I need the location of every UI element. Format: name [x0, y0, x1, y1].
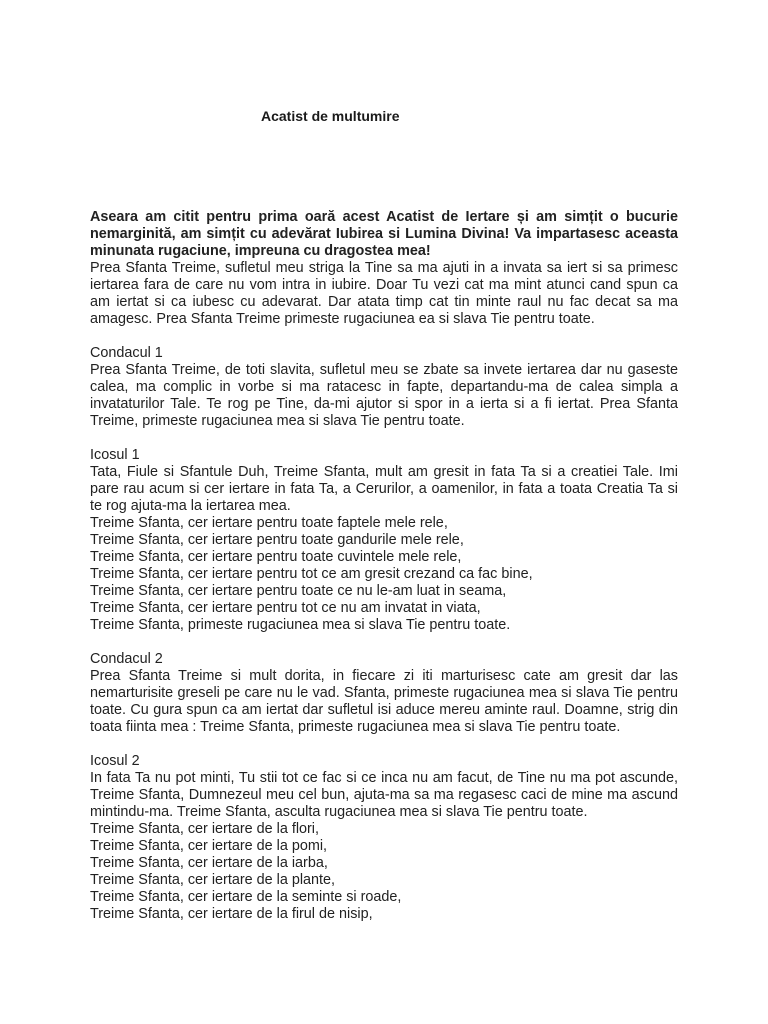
section-heading: Icosul 2 [90, 753, 140, 769]
litany-line: Treime Sfanta, cer iertare de la firul de nisip, [90, 906, 373, 922]
section-heading: Icosul 1 [90, 447, 140, 463]
litany-line: Treime Sfanta, cer iertare de la seminte si roade, [90, 889, 402, 905]
section-text: Tata, Fiule si Sfantule Duh, Treime Sfanta, mult am gresit in fata Ta si a creatiei Tale. Imi pare rau acum si cer iertare in fata Ta, a Cerurilor, a oamenilor, in fata a toata Creatia Ta si te rog ajuta-ma la iertarea mea. [90, 464, 678, 514]
litany-line: Treime Sfanta, cer iertare pentru toate ce nu le-am luat in seama, [90, 583, 507, 599]
section-icosul-1 [90, 447, 678, 634]
section-heading: Condacul 1 [90, 345, 163, 361]
litany-line: Treime Sfanta, cer iertare pentru toate cuvintele mele rele, [90, 549, 462, 565]
section-text: Prea Sfanta Treime si mult dorita, in fiecare zi iti marturisesc cate am gresit dar las nemarturisite greseli pe care nu le vad. Sfanta, primeste rugaciunea mea si slava Tie pentru toate. Cu gura spun ca am iertat dar sufletul isi aduce mereu aminte raul. Doamne, strig din toata fiinta mea : Treime Sfanta, primeste rugaciunea mea si slava Tie pentru toate. [90, 668, 678, 735]
section-icosul-2 [90, 753, 678, 923]
litany-line: Treime Sfanta, cer iertare de la iarba, [90, 855, 328, 871]
section-spacer [90, 736, 678, 753]
litany-line: Treime Sfanta, cer iertare pentru tot ce nu am invatat in viata, [90, 600, 481, 616]
litany-line: Treime Sfanta, cer iertare pentru tot ce am gresit crezand ca fac bine, [90, 566, 533, 582]
section-text: In fata Ta nu pot minti, Tu stii tot ce fac si ce inca nu am facut, de Tine nu ma pot ascunde, Treime Sfanta, Dumnezeul meu cel bun, ajuta-ma sa ma regasesc caci de mine ma ascund mintindu-ma. Treime Sfanta, asculta rugaciunea mea si slava Tie pentru toate. [90, 770, 678, 820]
section-text: Prea Sfanta Treime, de toti slavita, sufletul meu se zbate sa invete iertarea dar nu gaseste calea, ma complic in vorbe si ma ratacesc in fapte, departandu-ma de calea simpla a invataturilor Tale. Te rog pe Tine, da-mi ajutor si spor in a ierta si a fi iertat. Prea Sfanta Treime, primeste rugaciunea mea si slava Tie pentru toate. [90, 362, 678, 429]
litany-line: Treime Sfanta, cer iertare de la pomi, [90, 838, 328, 854]
section-spacer [90, 430, 678, 447]
litany-line: Treime Sfanta, cer iertare de la plante, [90, 872, 336, 888]
section-spacer [90, 328, 678, 345]
intro-paragraph: Aseara am citit pentru prima oară acest Acatist de Iertare și am simțit o bucurie nemarginită, am simțit cu adevărat Iubirea si Lumina Divina! Va impartasesc aceasta minunata rugaciune, impreuna cu dragostea mea! [90, 209, 678, 259]
litany-line: Treime Sfanta, cer iertare de la flori, [90, 821, 320, 837]
litany-line: Treime Sfanta, cer iertare pentru toate faptele mele rele, [90, 515, 448, 531]
section-condacul-2 [90, 651, 678, 736]
opening-paragraph: Prea Sfanta Treime, sufletul meu striga la Tine sa ma ajuti in a invata sa iert si sa primesc iertarea fara de care nu vom intra in iubire. Doar Tu vezi cat ma mint atunci cand spun ca am iertat si ca iubesc cu adevarat. Dar atata timp cat tin minte raul nu fac decat sa ma amagesc. Prea Sfanta Treime primeste rugaciunea ea si slava Tie pentru toate. [90, 260, 678, 327]
litany-line: Treime Sfanta, primeste rugaciunea mea si slava Tie pentru toate. [90, 617, 511, 633]
document-title: Acatist de multumire [261, 108, 400, 124]
section-spacer [90, 634, 678, 651]
litany-line: Treime Sfanta, cer iertare pentru toate gandurile mele rele, [90, 532, 464, 548]
section-condacul-1 [90, 345, 678, 430]
section-heading: Condacul 2 [90, 651, 163, 667]
document-body [90, 209, 678, 923]
